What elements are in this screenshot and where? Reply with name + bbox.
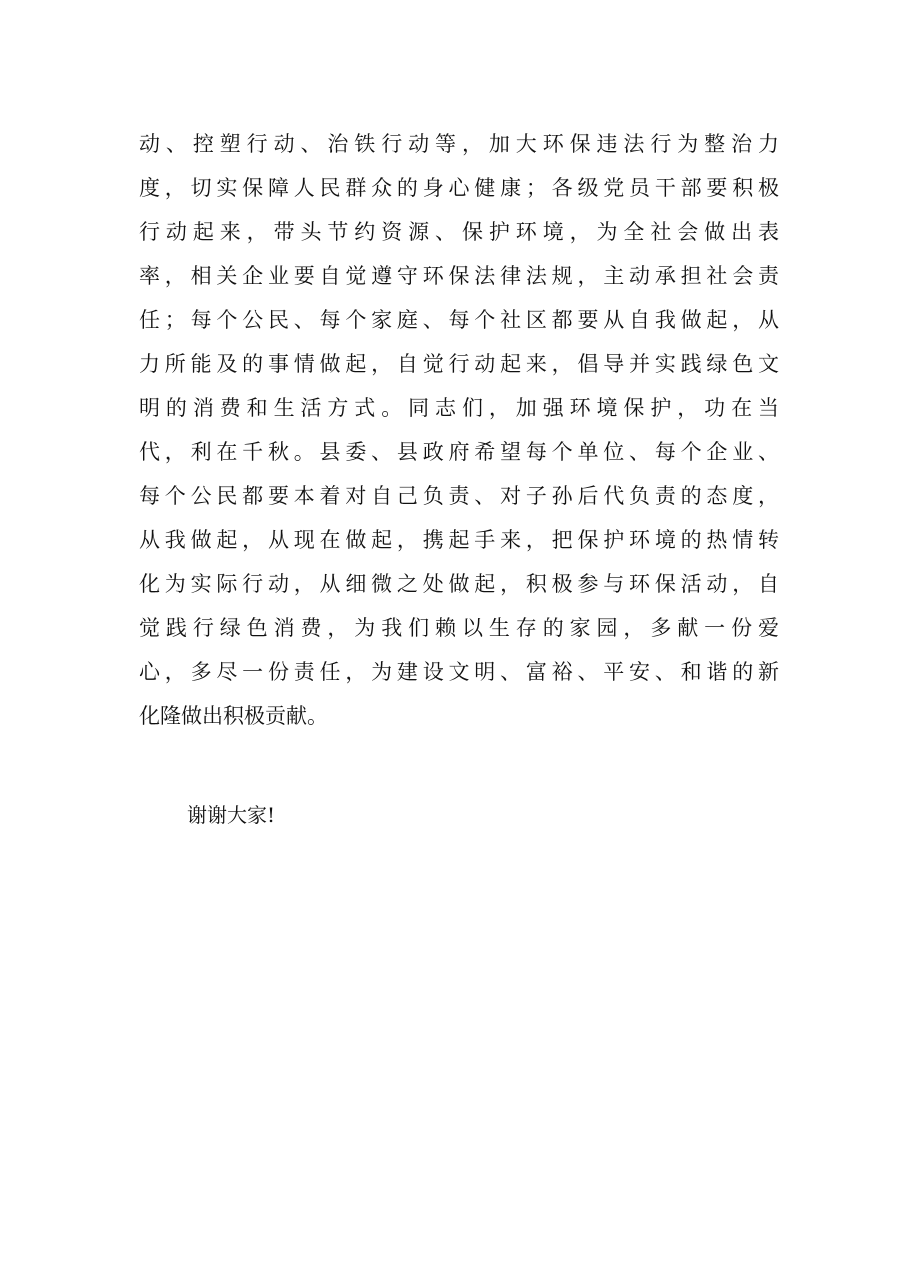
paragraph-line: 行动起来，带头节约资源、保护环境，为全社会做出表 xyxy=(139,220,779,244)
paragraph-line: 每个公民都要本着对自己负责、对子孙后代负责的态度， xyxy=(139,484,779,508)
paragraph-line: 动、控塑行动、治铁行动等，加大环保违法行为整治力 xyxy=(139,132,779,156)
paragraph-line: 化为实际行动，从细微之处做起，积极参与环保活动，自 xyxy=(139,572,779,596)
paragraph-line: 心，多尽一份责任，为建设文明、富裕、平安、和谐的新 xyxy=(139,660,779,684)
paragraph-line: 代，利在千秋。县委、县政府希望每个单位、每个企业、 xyxy=(139,440,779,464)
paragraph-line: 从我做起，从现在做起，携起手来，把保护环境的热情转 xyxy=(139,528,779,552)
paragraph-line: 任；每个公民、每个家庭、每个社区都要从自我做起，从 xyxy=(139,308,779,332)
paragraph-line: 明的消费和生活方式。同志们，加强环境保护，功在当 xyxy=(139,396,779,420)
body-paragraph xyxy=(139,122,779,738)
paragraph-line-last: 化隆做出积极贡献。 xyxy=(139,704,328,728)
paragraph-line: 率，相关企业要自觉遵守环保法律法规，主动承担社会责 xyxy=(139,264,779,288)
paragraph-line: 度，切实保障人民群众的身心健康；各级党员干部要积极 xyxy=(139,176,779,200)
paragraph-line: 觉践行绿色消费，为我们赖以生存的家园，多献一份爱 xyxy=(139,616,779,640)
closing-remark: 谢谢大家! xyxy=(187,803,276,827)
paragraph-line: 力所能及的事情做起，自觉行动起来，倡导并实践绿色文 xyxy=(139,352,779,376)
